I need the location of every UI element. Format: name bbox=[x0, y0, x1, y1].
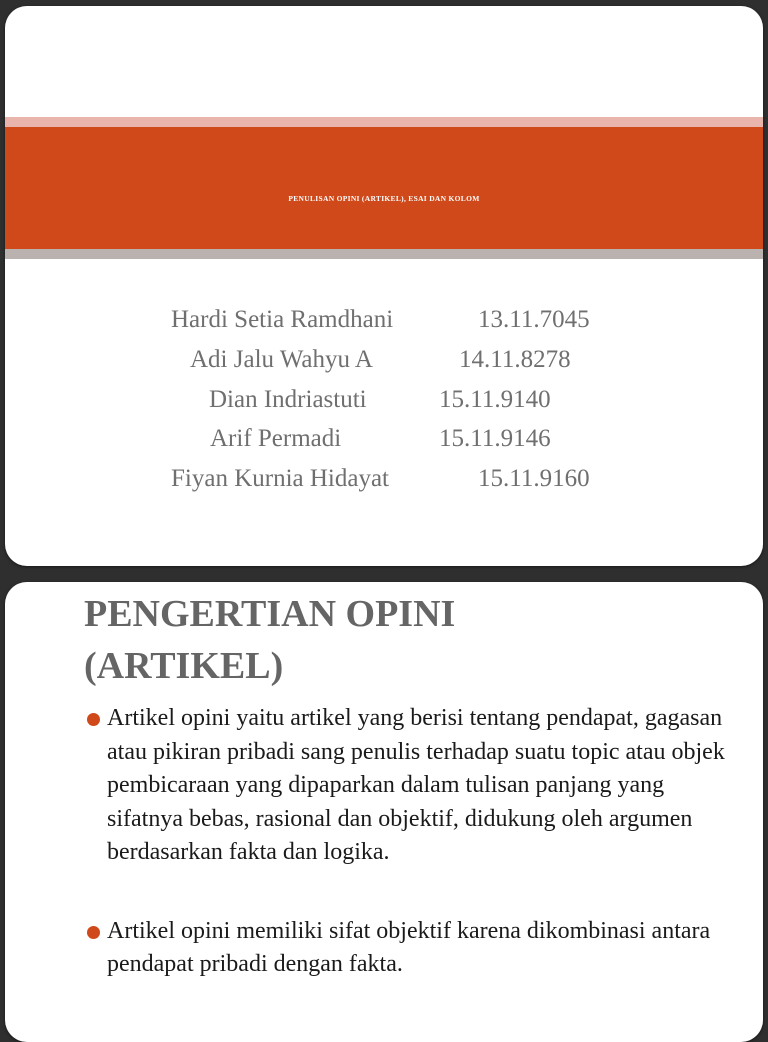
member-name: Arif Permadi bbox=[210, 425, 342, 452]
member-name: Dian Indriastuti bbox=[209, 386, 367, 413]
content-slide bbox=[5, 582, 763, 1042]
slide-heading bbox=[84, 588, 455, 692]
member-id: 15.11.9146 bbox=[439, 425, 551, 452]
member-name: Adi Jalu Wahyu A bbox=[190, 346, 373, 373]
presentation-title: PENULISAN OPINI (ARTIKEL), ESAI DAN KOLOM bbox=[288, 193, 480, 203]
bullet-dot-icon bbox=[87, 713, 100, 726]
bullet-item bbox=[85, 702, 735, 870]
heading-line: (ARTIKEL) bbox=[84, 645, 284, 687]
title-band-top-stripe bbox=[5, 117, 763, 127]
bullet-dot-icon bbox=[87, 926, 100, 939]
bullet-item bbox=[85, 915, 735, 982]
title-slide bbox=[5, 6, 763, 566]
member-name: Fiyan Kurnia Hidayat bbox=[171, 465, 390, 492]
title-band-bottom-stripe bbox=[5, 249, 763, 259]
title-band bbox=[5, 127, 763, 249]
bullet-text: Artikel opini yaitu artikel yang berisi tentang pendapat, gagasan atau pikiran pribadi sang penulis terhadap suatu topic atau objek pembicaraan yang dipaparkan dalam tulisan panjang yang sifatnya bebas, rasional dan objektif, didukung oleh argumen berdasarkan fakta dan logika. bbox=[107, 705, 725, 865]
member-id: 14.11.8278 bbox=[459, 346, 571, 373]
bullet-text: Artikel opini memiliki sifat objektif karena dikombinasi antara pendapat pribadi dengan fakta. bbox=[107, 917, 711, 977]
member-id: 15.11.9160 bbox=[478, 465, 590, 492]
member-id: 13.11.7045 bbox=[478, 306, 590, 333]
bullet-list bbox=[85, 702, 735, 982]
member-id: 15.11.9140 bbox=[439, 386, 551, 413]
heading-line: PENGERTIAN OPINI bbox=[84, 593, 456, 635]
member-name: Hardi Setia Ramdhani bbox=[171, 306, 394, 333]
